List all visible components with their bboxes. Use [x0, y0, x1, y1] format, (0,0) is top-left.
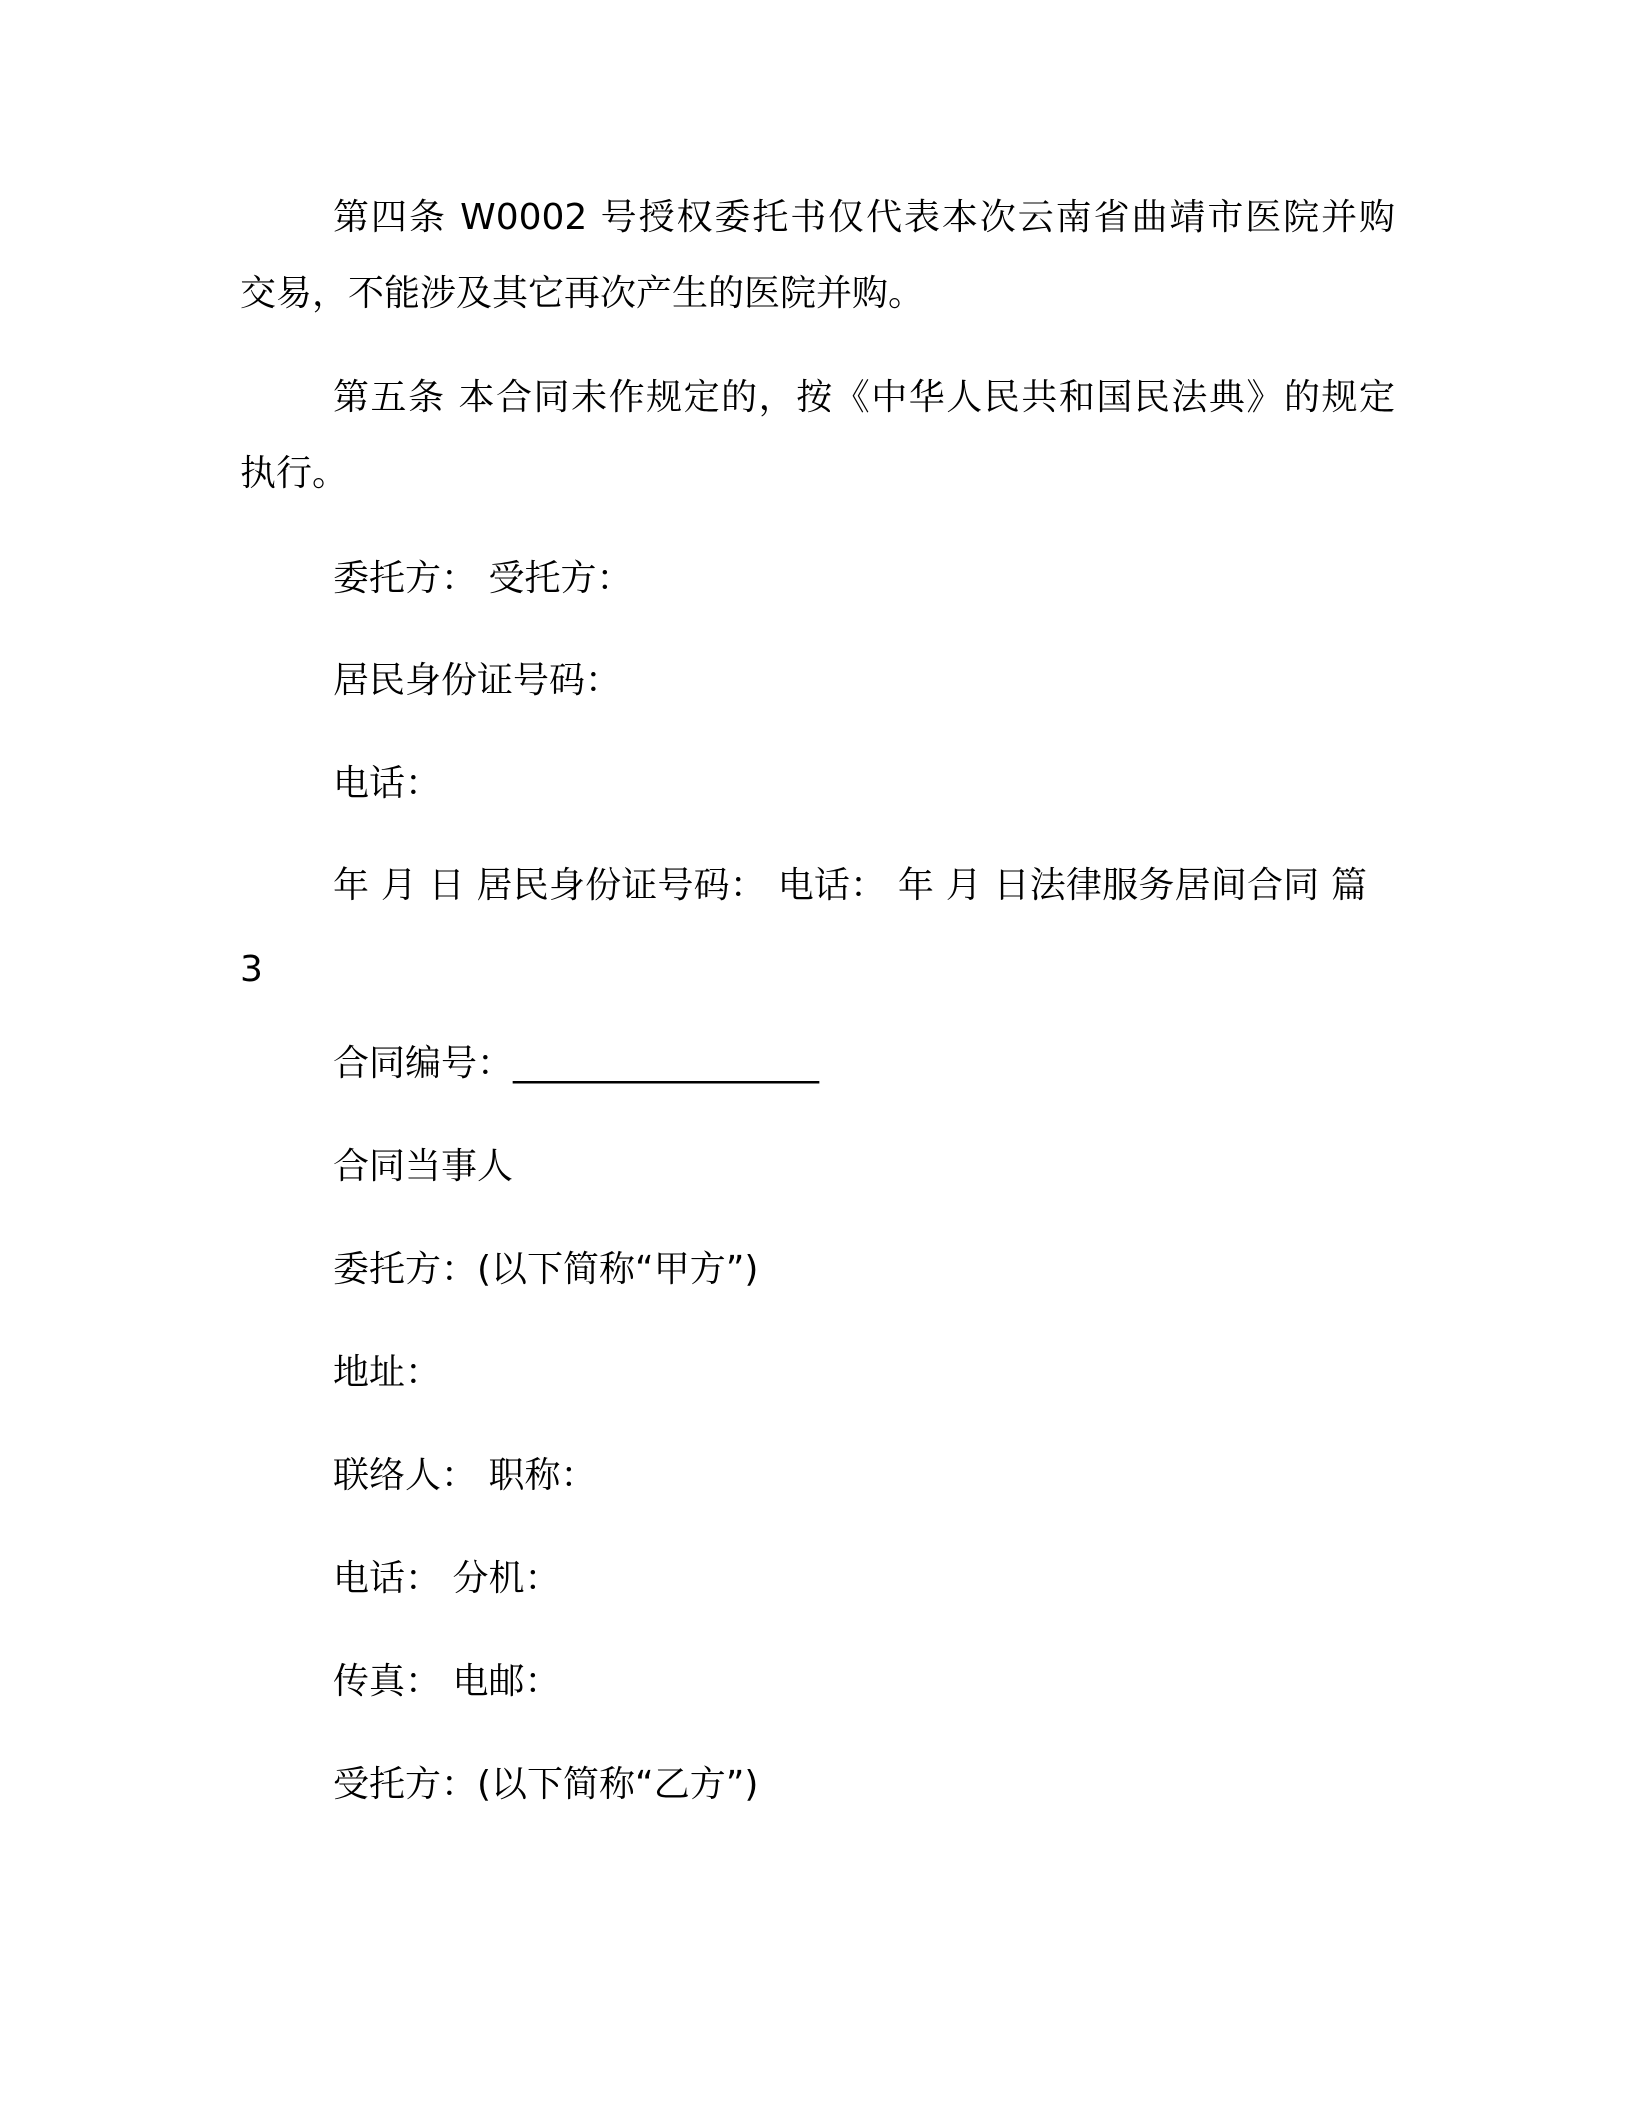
article-5-line-1: 第五条 本合同未作规定的，按《中华人民共和国民法典》的规定 — [333, 377, 1395, 418]
address-line: 地址： — [333, 1352, 442, 1393]
phone-line: 电话： — [333, 763, 442, 804]
parties-signature-line: 委托方： 受托方： — [333, 558, 633, 599]
date-line: 年 月 日 居民身份证号码： 电话： 年 月 日法律服务居间合同 篇 — [333, 865, 1367, 906]
client-line: 委托方：(以下简称“甲方”) — [333, 1249, 759, 1290]
date-line-continuation: 3 — [240, 949, 263, 990]
parties-heading: 合同当事人 — [333, 1146, 514, 1187]
contract-number: 合同编号：_________________ — [333, 1043, 820, 1084]
fax-email-line: 传真： 电邮： — [333, 1661, 561, 1702]
contact-line: 联络人： 职称： — [333, 1455, 597, 1496]
article-5-line-2: 执行。 — [240, 453, 349, 494]
article-4-line-2: 交易，不能涉及其它再次产生的医院并购。 — [240, 273, 925, 314]
phone-extension-line: 电话： 分机： — [333, 1558, 561, 1599]
id-number-line: 居民身份证号码： — [333, 660, 622, 701]
article-4-line-1: 第四条 W0002 号授权委托书仅代表本次云南省曲靖市医院并购 — [333, 197, 1395, 238]
agent-line: 受托方：(以下简称“乙方”) — [333, 1764, 759, 1805]
